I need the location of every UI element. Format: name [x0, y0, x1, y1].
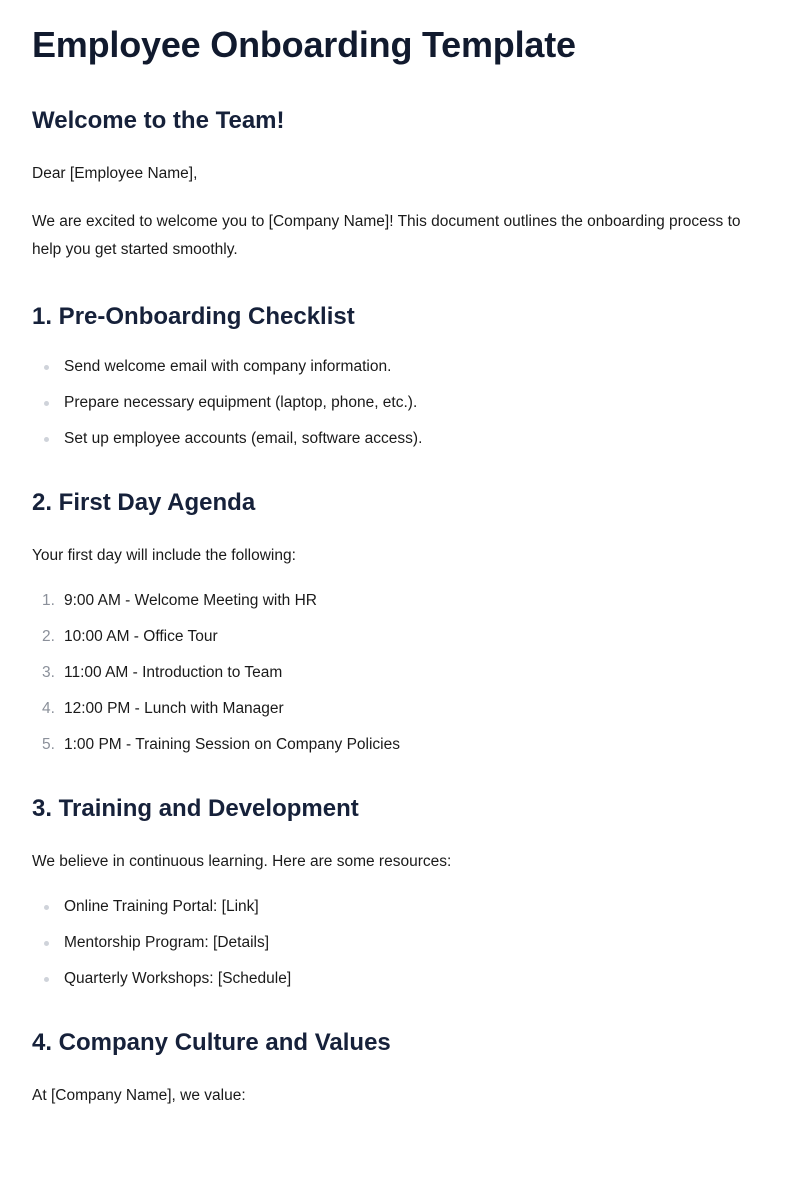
list-number: 3.: [42, 664, 55, 681]
agenda-item-text: 9:00 AM - Welcome Meeting with HR: [64, 592, 317, 609]
first-day-intro: Your first day will include the following:: [32, 547, 296, 564]
list-number: 1.: [42, 592, 55, 609]
pre-onboarding-section: [32, 302, 768, 450]
list-item: Quarterly Workshops: [Schedule]: [32, 968, 768, 990]
agenda-item-text: 1:00 PM - Training Session on Company Policies: [64, 736, 400, 753]
culture-heading: 4. Company Culture and Values: [32, 1029, 391, 1056]
pre-onboarding-heading: 1. Pre-Onboarding Checklist: [32, 303, 355, 330]
list-number: 2.: [42, 628, 55, 645]
list-item: Set up employee accounts (email, software access).: [32, 428, 768, 450]
intro-paragraph: We are excited to welcome you to [Company Name]! This document outlines the onboarding process to help you get started smoothly.: [32, 213, 741, 258]
list-item: Prepare necessary equipment (laptop, phone, etc.).: [32, 392, 768, 414]
first-day-heading: 2. First Day Agenda: [32, 489, 256, 516]
list-number: 4.: [42, 700, 55, 717]
culture-intro: At [Company Name], we value:: [32, 1087, 246, 1104]
training-resources-list: [32, 896, 768, 990]
first-day-section: [32, 488, 768, 756]
agenda-item: [32, 626, 768, 648]
pre-onboarding-list: [32, 356, 768, 450]
welcome-heading: Welcome to the Team!: [32, 107, 285, 134]
training-intro: We believe in continuous learning. Here are some resources:: [32, 853, 452, 870]
agenda-item-text: 11:00 AM - Introduction to Team: [64, 664, 283, 681]
list-number: 5.: [42, 736, 55, 753]
agenda-item: [32, 734, 768, 756]
agenda-item: [32, 698, 768, 720]
training-heading: 3. Training and Development: [32, 795, 359, 822]
list-item: Send welcome email with company information.: [32, 356, 768, 378]
agenda-item: [32, 590, 768, 612]
agenda-item-text: 12:00 PM - Lunch with Manager: [64, 700, 284, 717]
culture-section: [32, 1028, 768, 1110]
list-item: Mentorship Program: [Details]: [32, 932, 768, 954]
list-item: Online Training Portal: [Link]: [32, 896, 768, 918]
first-day-agenda-list: [32, 590, 768, 756]
welcome-section: [32, 106, 768, 264]
agenda-item: [32, 662, 768, 684]
document-title: Employee Onboarding Template: [32, 24, 576, 65]
agenda-item-text: 10:00 AM - Office Tour: [64, 628, 218, 645]
greeting-text: Dear [Employee Name],: [32, 165, 198, 182]
training-section: [32, 794, 768, 990]
